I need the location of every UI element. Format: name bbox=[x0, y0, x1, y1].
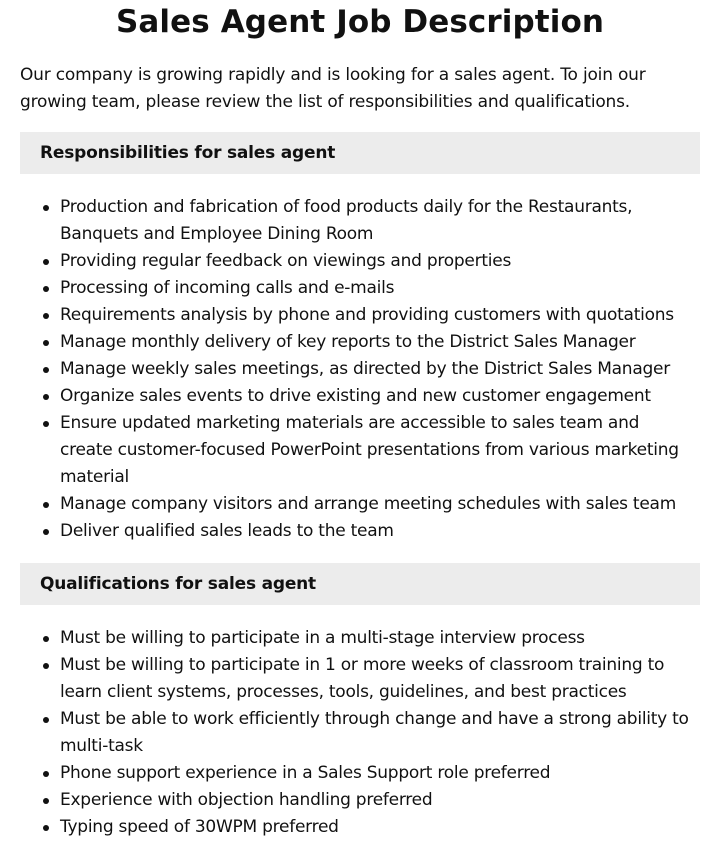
list-item: Deliver qualified sales leads to the team bbox=[60, 518, 700, 545]
list-item: Must be able to work efficiently through change and have a strong ability to multi-task bbox=[60, 706, 700, 760]
list-item: Typing speed of 30WPM preferred bbox=[60, 814, 700, 841]
list-item: Providing regular feedback on viewings and properties bbox=[60, 248, 700, 275]
qualifications-section bbox=[20, 563, 700, 841]
list-item: Manage monthly delivery of key reports to the District Sales Manager bbox=[60, 329, 700, 356]
responsibilities-section bbox=[20, 132, 700, 545]
list-item: Processing of incoming calls and e-mails bbox=[60, 275, 700, 302]
list-item: Production and fabrication of food products daily for the Restaurants, Banquets and Employee Dining Room bbox=[60, 194, 700, 248]
list-item: Phone support experience in a Sales Support role preferred bbox=[60, 760, 700, 787]
intro-paragraph: Our company is growing rapidly and is looking for a sales agent. To join our growing team, please review the list of responsibilities and qualifications. bbox=[20, 65, 646, 112]
list-item: Must be willing to participate in a multi-stage interview process bbox=[60, 625, 700, 652]
list-item: Ensure updated marketing materials are accessible to sales team and create customer-focused PowerPoint presentations from various marketing material bbox=[60, 410, 700, 491]
qualifications-list bbox=[20, 625, 700, 841]
list-item: Must be willing to participate in 1 or more weeks of classroom training to learn client systems, processes, tools, guidelines, and best practices bbox=[60, 652, 700, 706]
page-title: Sales Agent Job Description bbox=[115, 4, 605, 40]
list-item: Requirements analysis by phone and providing customers with quotations bbox=[60, 302, 700, 329]
list-item: Organize sales events to drive existing and new customer engagement bbox=[60, 383, 700, 410]
qualifications-heading: Qualifications for sales agent bbox=[20, 563, 700, 605]
list-item: Manage company visitors and arrange meeting schedules with sales team bbox=[60, 491, 700, 518]
list-item: Manage weekly sales meetings, as directed by the District Sales Manager bbox=[60, 356, 700, 383]
responsibilities-heading: Responsibilities for sales agent bbox=[20, 132, 700, 174]
list-item: Experience with objection handling preferred bbox=[60, 787, 700, 814]
responsibilities-list bbox=[20, 194, 700, 545]
